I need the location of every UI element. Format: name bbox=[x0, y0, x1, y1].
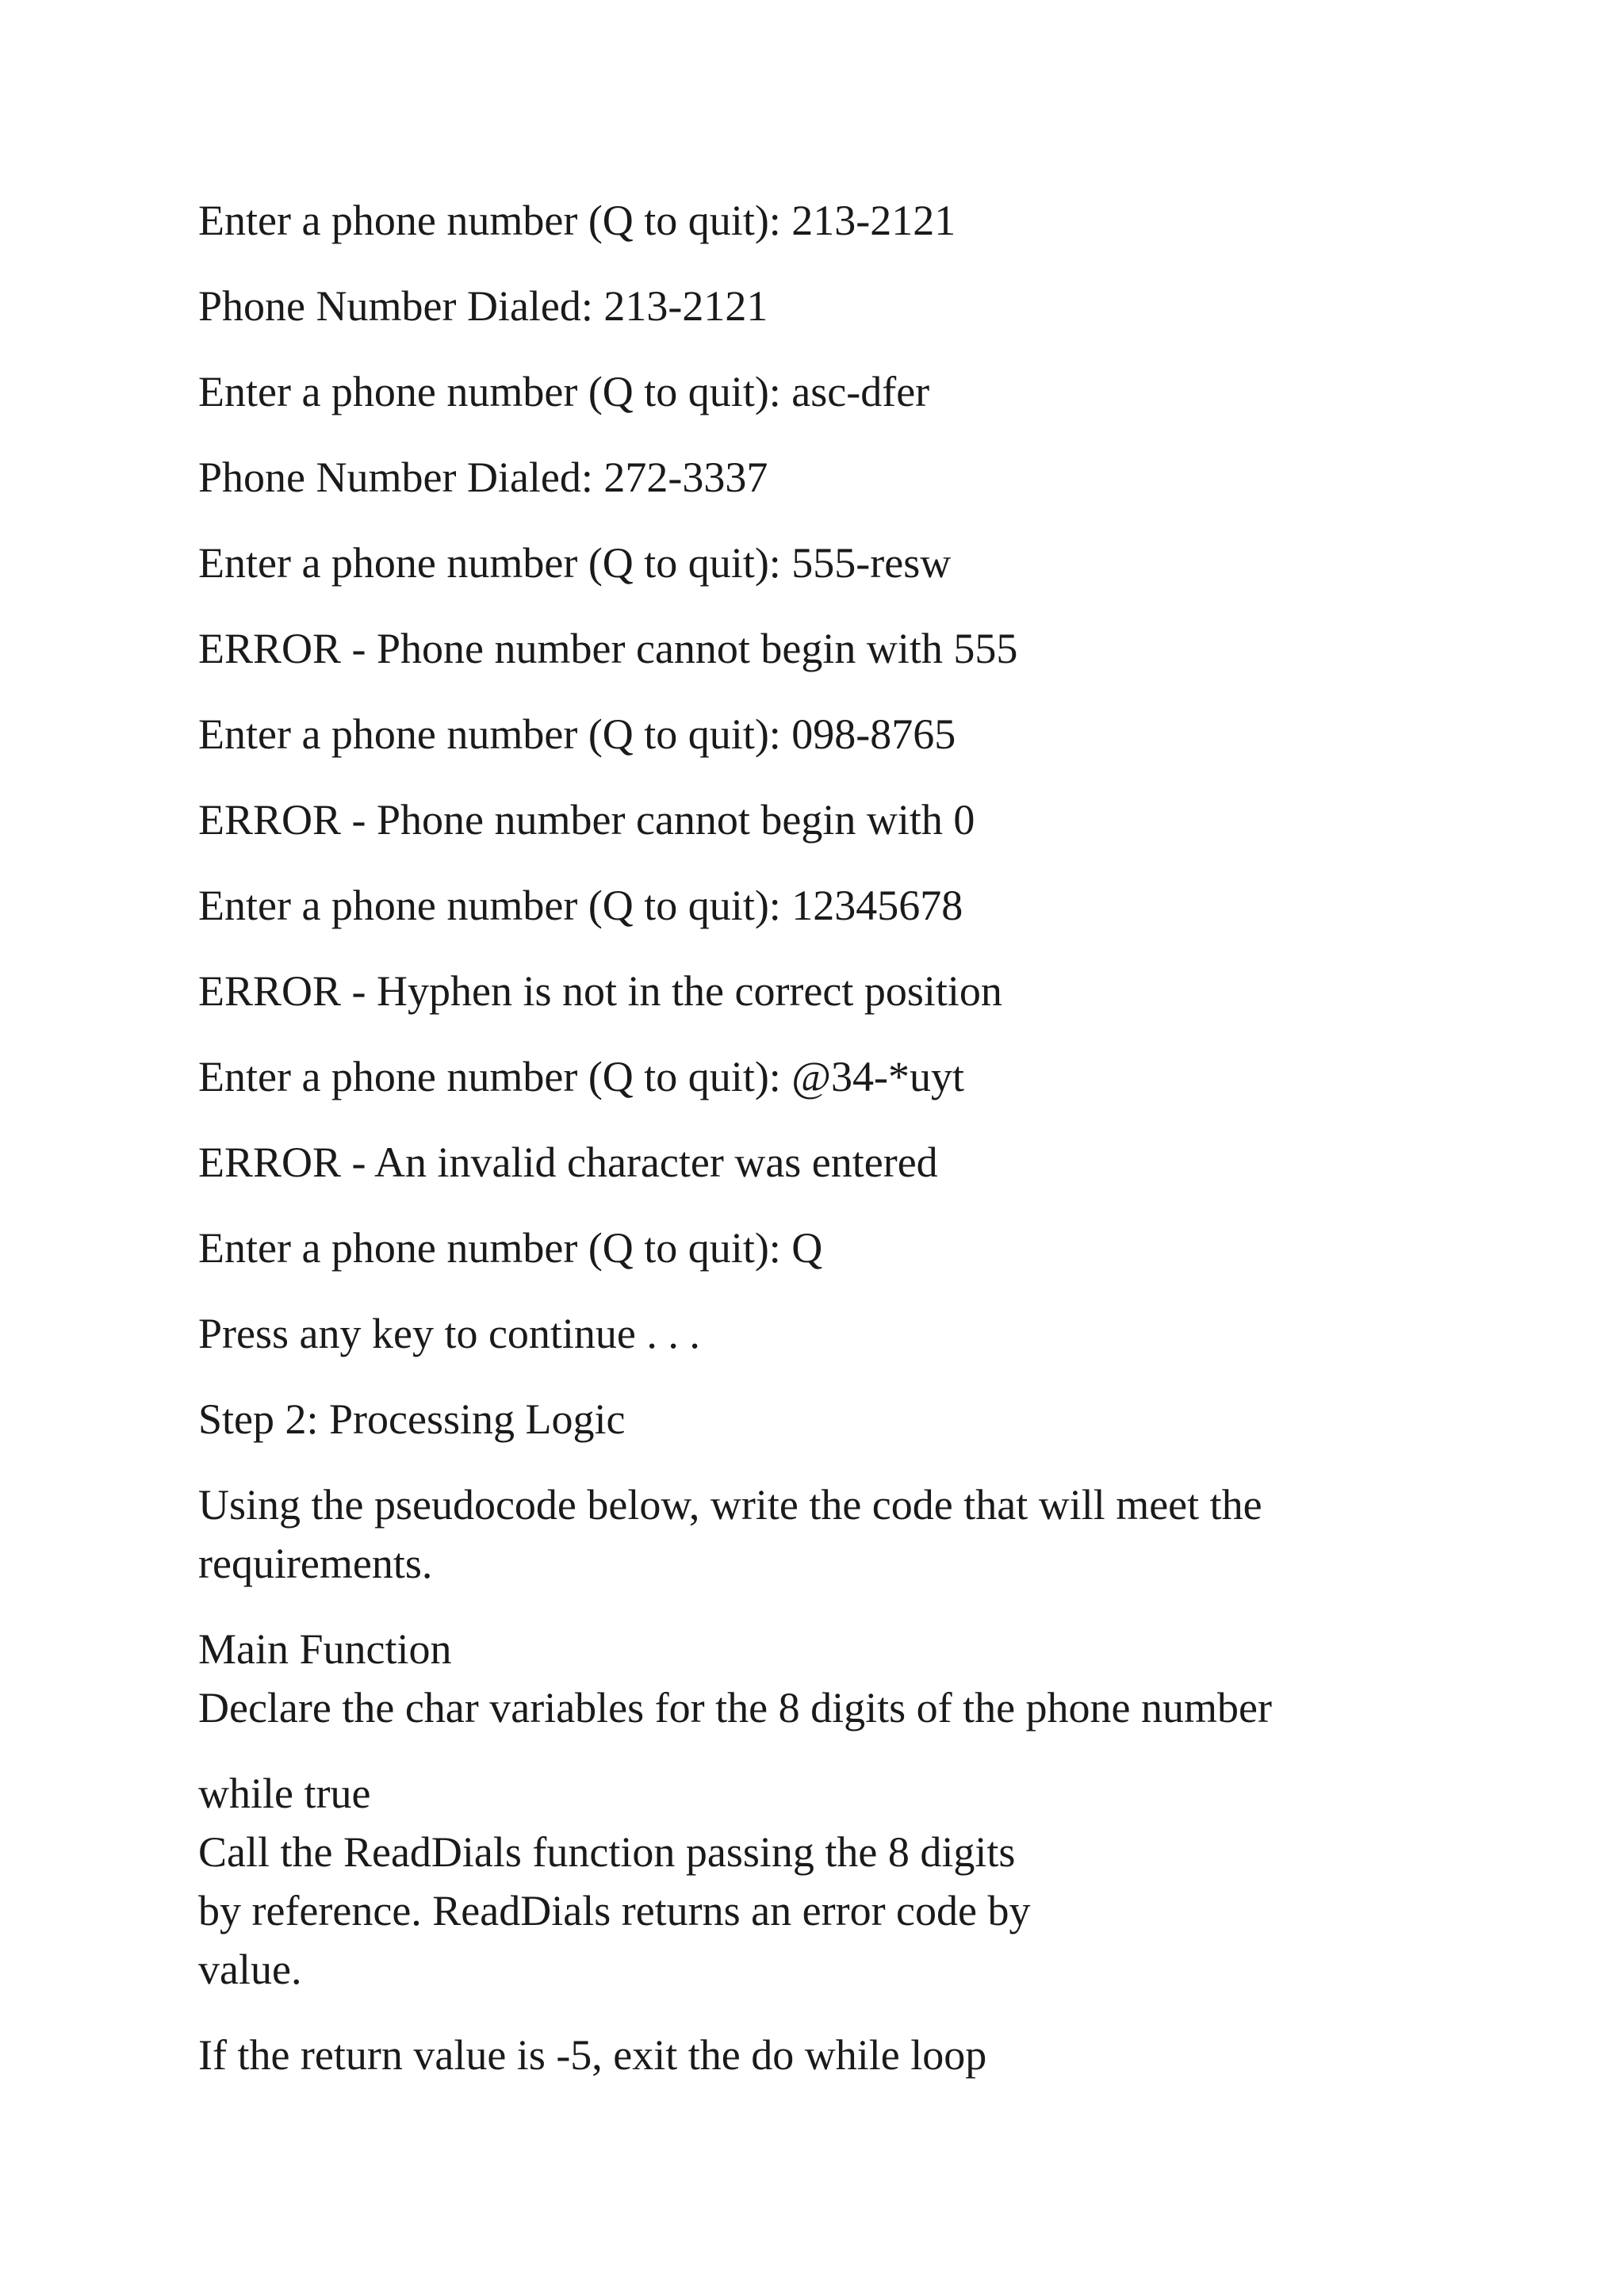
text-line: Declare the char variables for the 8 digits of the phone number bbox=[198, 1684, 1272, 1732]
text-line: Enter a phone number (Q to quit): 098-8765 bbox=[198, 710, 956, 758]
text-line: Enter a phone number (Q to quit): asc-dfer bbox=[198, 368, 930, 415]
text-line: Press any key to continue . . . bbox=[198, 1310, 700, 1357]
text-line: Call the ReadDials function passing the 8 digits bbox=[198, 1828, 1016, 1876]
text-line: by reference. ReadDials returns an error code by bbox=[198, 1887, 1031, 1934]
text-line: Enter a phone number (Q to quit): @34-*uyt bbox=[198, 1053, 965, 1100]
text-line: Using the pseudocode below, write the code that will meet the bbox=[198, 1481, 1262, 1529]
text-line: value. bbox=[198, 1946, 302, 1993]
text-line: ERROR - An invalid character was entered bbox=[198, 1138, 938, 1186]
text-line: If the return value is -5, exit the do while loop bbox=[198, 2031, 987, 2079]
text-line: Phone Number Dialed: 213-2121 bbox=[198, 282, 768, 330]
text-line: Phone Number Dialed: 272-3337 bbox=[198, 453, 768, 501]
text-line: ERROR - Phone number cannot begin with 555 bbox=[198, 625, 1018, 672]
text-line: Enter a phone number (Q to quit): 213-2121 bbox=[198, 197, 956, 244]
text-line: ERROR - Phone number cannot begin with 0 bbox=[198, 796, 975, 844]
text-line: Enter a phone number (Q to quit): Q bbox=[198, 1224, 823, 1272]
text-line: Enter a phone number (Q to quit): 555-resw bbox=[198, 539, 952, 587]
subheading: Main Function bbox=[198, 1625, 452, 1673]
section-heading: Step 2: Processing Logic bbox=[198, 1395, 626, 1443]
text-line: ERROR - Hyphen is not in the correct position bbox=[198, 967, 1002, 1015]
text-line: requirements. bbox=[198, 1540, 433, 1587]
text-line: Enter a phone number (Q to quit): 12345678 bbox=[198, 882, 963, 929]
text-line: while true bbox=[198, 1770, 371, 1817]
